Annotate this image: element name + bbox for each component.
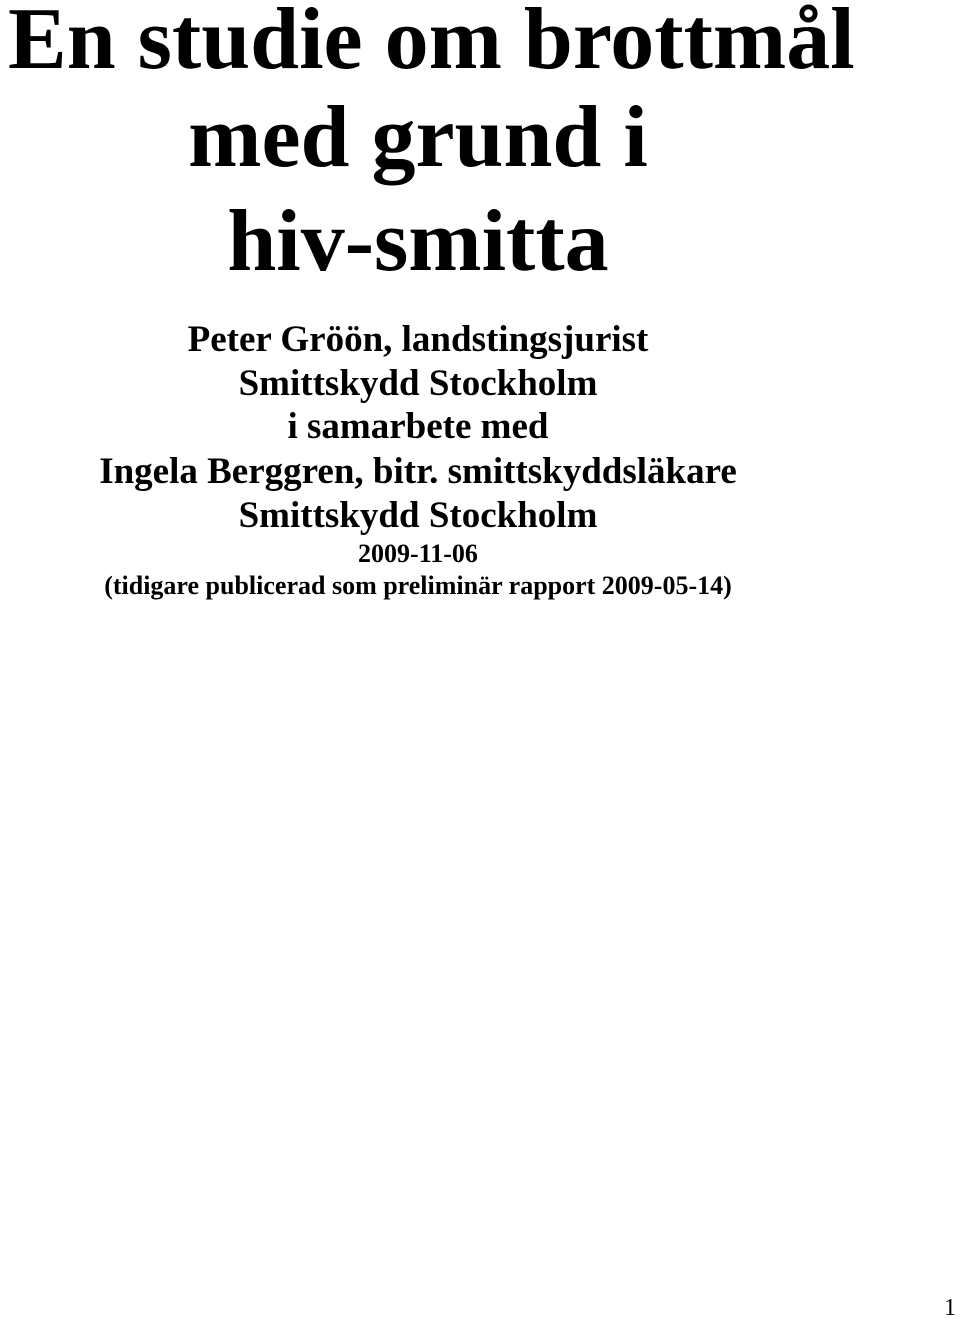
collaboration-line: i samarbete med bbox=[287, 406, 549, 447]
title-line-3: hiv-smitta bbox=[227, 193, 609, 290]
page-number: 1 bbox=[944, 1295, 956, 1321]
organization-line-1: Smittskydd Stockholm bbox=[238, 363, 598, 404]
title-line-2: med grund i bbox=[188, 89, 648, 186]
coauthor-line: Ingela Berggren, bitr. smittskyddsläkare bbox=[99, 451, 737, 492]
publication-note: (tidigare publicerad som preliminär rapport 2009-05-14) bbox=[104, 571, 732, 600]
author-line: Peter Gröön, landstingsjurist bbox=[187, 319, 649, 360]
title-line-1: En studie om brottmål bbox=[8, 0, 855, 88]
organization-line-2: Smittskydd Stockholm bbox=[238, 495, 598, 536]
publication-date: 2009-11-06 bbox=[358, 539, 478, 568]
